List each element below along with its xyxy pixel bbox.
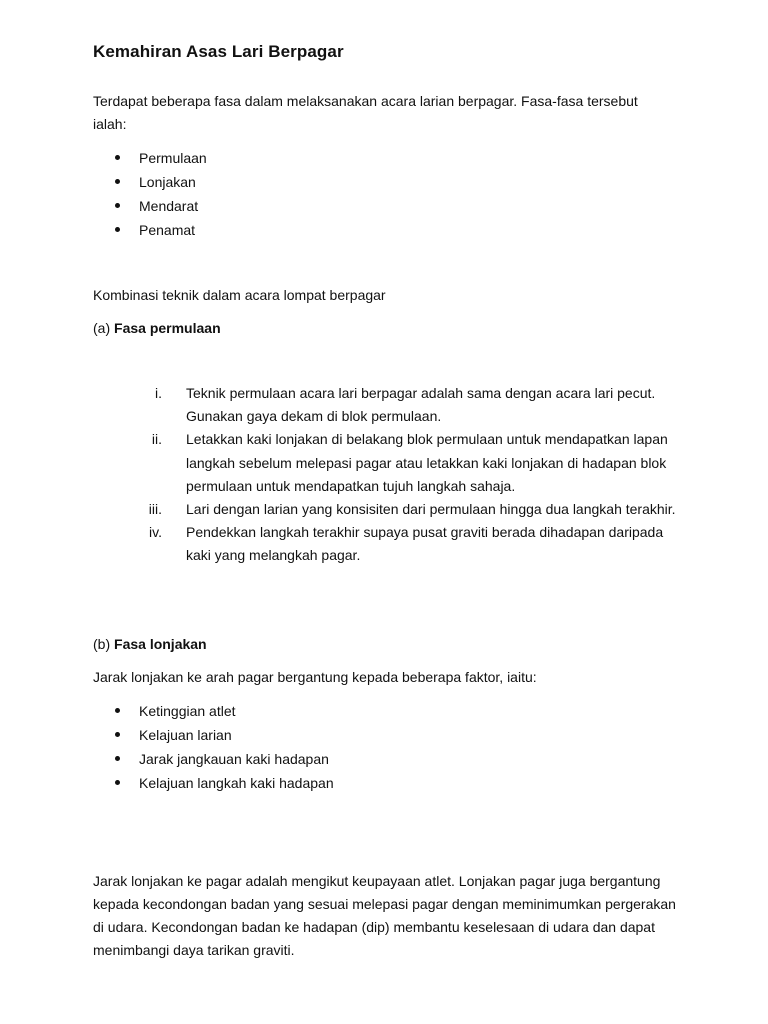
bullet-icon — [115, 227, 120, 232]
list-item: ii. Letakkan kaki lonjakan di belakang blok permulaan untuk mendapatkan lapan langkah sebelum melepasi pagar atau letakkan kaki lonjakan di hadapan blok permulaan untuk mendapatkan tujuh langkah sahaja. — [151, 431, 668, 494]
list-item: Ketinggian atlet — [113, 699, 334, 723]
bullet-icon — [115, 780, 120, 785]
list-item: Jarak jangkauan kaki hadapan — [113, 747, 334, 771]
section-b-intro: Jarak lonjakan ke arah pagar bergantung kepada beberapa faktor, iaitu: — [93, 669, 537, 685]
section-a-title: Fasa permulaan — [114, 320, 221, 336]
bullet-icon — [115, 732, 120, 737]
list-item: Mendarat — [113, 194, 207, 218]
intro-paragraph: Terdapat beberapa fasa dalam melaksanakan acara larian berpagar. Fasa-fasa tersebut ialah: — [93, 93, 638, 132]
page-title: Kemahiran Asas Lari Berpagar — [93, 42, 344, 61]
list-item: Lonjakan — [113, 170, 207, 194]
list-item: iv. Pendekkan langkah terakhir supaya pusat graviti berada dihadapan daripada kaki yang melangkah pagar. — [149, 524, 664, 564]
list-item: Permulaan — [113, 146, 207, 170]
bullet-icon — [115, 179, 120, 184]
list-item: Penamat — [113, 218, 207, 242]
bullet-icon — [115, 155, 120, 160]
list-item: Kelajuan langkah kaki hadapan — [113, 771, 334, 795]
bullet-icon — [115, 708, 120, 713]
phases-list — [113, 146, 207, 242]
closing-paragraph: Jarak lonjakan ke pagar adalah mengikut keupayaan atlet. Lonjakan pagar juga bergantung kepada kecondongan badan yang sesuai melepasi pagar dengan meminimumkan pergerakan di udara. Kecondongan badan ke hadapan (dip) membantu keselesaan di udara dan dapat menimbangi daya tarikan graviti. — [93, 873, 676, 958]
list-item: iii. Lari dengan larian yang konsisiten dari permulaan hingga dua langkah terakhir. — [148, 501, 676, 518]
factors-list — [113, 699, 334, 795]
section-b-title: Fasa lonjakan — [114, 636, 207, 652]
section-a-prefix: (a) — [93, 320, 111, 336]
section-b-prefix: (b) — [93, 636, 111, 652]
bullet-icon — [115, 756, 120, 761]
section-b-heading — [93, 636, 207, 652]
section-a-heading — [93, 320, 221, 336]
combination-text: Kombinasi teknik dalam acara lompat berpagar — [93, 287, 386, 303]
list-item: Kelajuan larian — [113, 723, 334, 747]
section-a-list — [140, 382, 680, 568]
list-item: i. Teknik permulaan acara lari berpagar adalah sama dengan acara lari pecut. Gunakan gaya dekam di blok permulaan. — [155, 385, 656, 425]
bullet-icon — [115, 203, 120, 208]
